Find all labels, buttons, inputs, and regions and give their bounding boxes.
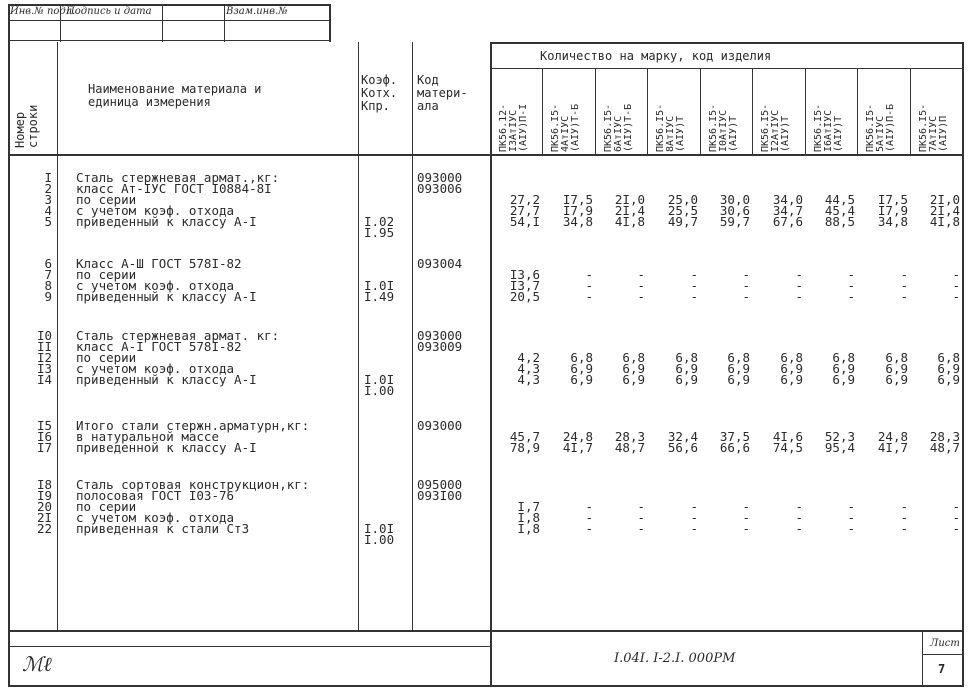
material-name: Сталь сортовая конструкцион,кг: полосовая ГОСТ I03-76 по серии с учетом коэф. отхода приведенная к стали Ст3 bbox=[76, 477, 310, 536]
value-cell: I3,6 I3,7 20,5 bbox=[509, 267, 540, 304]
material-code: 093000 093009 bbox=[417, 328, 463, 354]
value-cell: 24,8 4I,7 bbox=[877, 429, 908, 455]
value-cell: I,7 I,8 I,8 bbox=[517, 499, 540, 536]
mark-header: ПК56.I5- 5AтIУС (AIУ)П-Б bbox=[865, 103, 896, 152]
mark-header: ПК56.I5- I0AтIУС (AIУ)Т bbox=[708, 103, 739, 152]
value-cell: 45,7 78,9 bbox=[509, 429, 540, 455]
value-cell: 6,8 6,9 6,9 bbox=[622, 350, 645, 387]
value-cell: 2I,0 2I,4 4I,8 bbox=[614, 192, 645, 229]
mark-header: ПК56.I5- 6AтIУС (AIУ)Т-Б bbox=[603, 103, 634, 152]
mark-header: ПК56.I5- 4AтIУС (AIУ)Т-Б bbox=[550, 103, 581, 152]
value-cell: 6,8 6,9 6,9 bbox=[780, 350, 803, 387]
value-cell: 32,4 56,6 bbox=[667, 429, 698, 455]
value-cell: - - - bbox=[952, 267, 960, 304]
value-cell: 6,8 6,9 6,9 bbox=[675, 350, 698, 387]
value-cell: 4,2 4,3 4,3 bbox=[517, 350, 540, 387]
signature: ℳℓ bbox=[22, 652, 52, 676]
coefficient: I.0I I.49 bbox=[364, 278, 395, 304]
value-cell: 4I,6 74,5 bbox=[772, 429, 803, 455]
sheet-number: 7 bbox=[938, 662, 946, 676]
document-code: I.04I. I-2.I. 000РМ bbox=[614, 651, 736, 666]
value-cell: - - - bbox=[637, 267, 645, 304]
value-cell: 34,0 34,7 67,6 bbox=[772, 192, 803, 229]
value-cell: - - - bbox=[795, 499, 803, 536]
value-cell: 52,3 95,4 bbox=[824, 429, 855, 455]
sheet-label: Лист bbox=[930, 638, 960, 649]
stamp-sign-date: Подпись и дата bbox=[66, 6, 152, 17]
header-row-no: Номер строки bbox=[13, 104, 40, 148]
value-cell: 6,8 6,9 6,9 bbox=[832, 350, 855, 387]
row-numbers: I 2 3 4 5 bbox=[44, 170, 52, 229]
value-cell: 6,8 6,9 6,9 bbox=[937, 350, 960, 387]
stamp-inv-no: Инв.№ подл. bbox=[10, 6, 76, 17]
value-cell: 6,8 6,9 6,9 bbox=[727, 350, 750, 387]
material-name: Сталь стержневая армат.,кг: класс Ат-IУС ГОСТ I0884-8I по серии с учетом коэф. отхода приведенный к классу А-I bbox=[76, 170, 280, 229]
material-name: Итого стали стержн.арматурн,кг: в натуральной массе приведенной к классу А-I bbox=[76, 418, 310, 455]
material-code: 093000 bbox=[417, 418, 463, 433]
value-cell: - - - bbox=[637, 499, 645, 536]
row-numbers: 6 7 8 9 bbox=[44, 256, 52, 304]
value-cell: - - - bbox=[585, 267, 593, 304]
value-cell: - - - bbox=[900, 499, 908, 536]
header-code: Код матери- ала bbox=[417, 73, 468, 113]
value-cell: 37,5 66,6 bbox=[719, 429, 750, 455]
value-cell: I7,5 I7,9 34,8 bbox=[562, 192, 593, 229]
value-cell: - - - bbox=[742, 499, 750, 536]
row-numbers: I0 II I2 I3 I4 bbox=[36, 328, 52, 387]
mark-header: ПК56.12- I3AтIУС (AIУ)П-I bbox=[498, 103, 529, 152]
value-cell: I7,5 I7,9 34,8 bbox=[877, 192, 908, 229]
coefficient: I.0I I.00 bbox=[364, 372, 395, 398]
value-cell: 44,5 45,4 88,5 bbox=[824, 192, 855, 229]
value-cell: - - - bbox=[690, 499, 698, 536]
value-cell: - - - bbox=[952, 499, 960, 536]
value-cell: 2I,0 2I,4 4I,8 bbox=[929, 192, 960, 229]
row-numbers: I5 I6 I7 bbox=[36, 418, 52, 455]
row-numbers: I8 I9 20 2I 22 bbox=[36, 477, 52, 536]
material-name: Класс А-Ш ГОСТ 578I-82 по серии с учетом коэф. отхода приведенный к классу А-I bbox=[76, 256, 257, 304]
header-material: Наименование материала и единица измерения bbox=[88, 82, 262, 109]
value-cell: 6,8 6,9 6,9 bbox=[570, 350, 593, 387]
value-cell: - - - bbox=[585, 499, 593, 536]
mark-header: ПК56.I5- I2AтIУС (AIУ)Т bbox=[760, 103, 791, 152]
material-code: 093000 093006 bbox=[417, 170, 463, 196]
mark-header: ПК56.I5- I6AтIУС (AIУ)Т bbox=[813, 103, 844, 152]
value-cell: 6,8 6,9 6,9 bbox=[885, 350, 908, 387]
value-cell: 28,3 48,7 bbox=[614, 429, 645, 455]
value-cell: - - - bbox=[900, 267, 908, 304]
value-cell: - - - bbox=[795, 267, 803, 304]
value-cell: 27,2 27,7 54,I bbox=[509, 192, 540, 229]
value-cell: - - - bbox=[742, 267, 750, 304]
value-cell: - - - bbox=[690, 267, 698, 304]
header-coef: Коэф. Котх. Кпр. bbox=[361, 73, 398, 113]
stamp-replace-inv: Взам.инв.№ bbox=[226, 6, 288, 17]
header-quantity: Количество на марку, код изделия bbox=[540, 49, 772, 63]
material-name: Сталь стержневая армат. кг: класс А-I ГОСТ 578I-82 по серии с учетом коэф. отхода приведенный к классу А-I bbox=[76, 328, 280, 387]
mark-header: ПК56.I5- 7AтIУС (AIУ)П bbox=[918, 103, 949, 152]
coefficient: I.02 I.95 bbox=[364, 214, 395, 240]
value-cell: 25,0 25,5 49,7 bbox=[667, 192, 698, 229]
mark-header: ПК56.I5- 8AтIУС (AIУ)Т bbox=[655, 103, 686, 152]
value-cell: 30,0 30,6 59,7 bbox=[719, 192, 750, 229]
coefficient: I.0I I.00 bbox=[364, 521, 395, 547]
material-code: 093004 bbox=[417, 256, 463, 271]
value-cell: 28,3 48,7 bbox=[929, 429, 960, 455]
material-code: 095000 093I00 bbox=[417, 477, 463, 503]
value-cell: - - - bbox=[847, 267, 855, 304]
value-cell: - - - bbox=[847, 499, 855, 536]
value-cell: 24,8 4I,7 bbox=[562, 429, 593, 455]
